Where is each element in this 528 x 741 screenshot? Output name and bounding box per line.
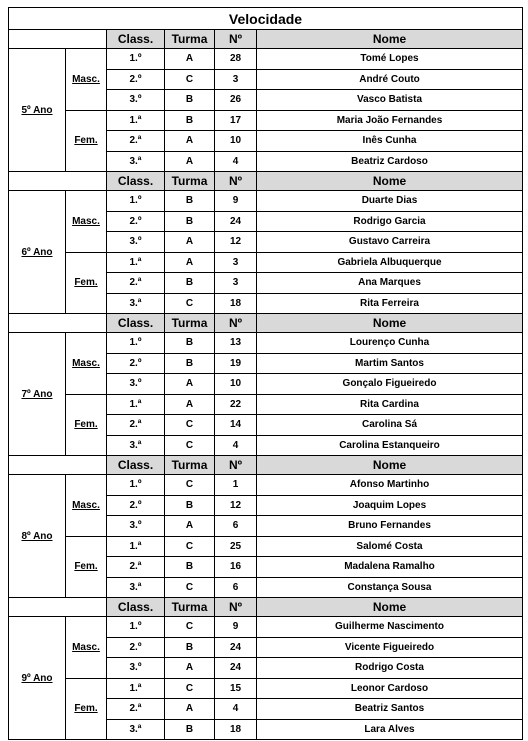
rank-cell: 1.ª xyxy=(107,252,165,273)
number-cell: 16 xyxy=(215,557,257,578)
turma-cell: A xyxy=(165,394,215,415)
rank-cell: 3.º xyxy=(107,658,165,679)
name-cell: Rodrigo Garcia xyxy=(257,211,523,232)
number-cell: 28 xyxy=(215,49,257,70)
rank-cell: 3.ª xyxy=(107,577,165,598)
rank-cell: 2.ª xyxy=(107,557,165,578)
rank-cell: 1.º xyxy=(107,191,165,212)
year-label: 7º Ano xyxy=(9,333,66,456)
table-title: Velocidade xyxy=(9,8,523,30)
turma-cell: B xyxy=(165,353,215,374)
table-body xyxy=(9,8,523,740)
name-cell: Gabriela Albuquerque xyxy=(257,252,523,273)
turma-cell: C xyxy=(165,577,215,598)
number-cell: 10 xyxy=(215,374,257,395)
number-cell: 4 xyxy=(215,151,257,172)
section-header-row xyxy=(9,456,523,475)
rank-cell: 2.º xyxy=(107,69,165,90)
gender-label: Masc. xyxy=(66,617,107,679)
name-cell: Carolina Estanqueiro xyxy=(257,435,523,456)
header-blank-cell xyxy=(9,30,107,49)
header-class: Class. xyxy=(107,598,165,617)
table-row xyxy=(9,110,523,131)
rank-cell: 3.º xyxy=(107,232,165,253)
number-cell: 12 xyxy=(215,495,257,516)
name-cell: Leonor Cardoso xyxy=(257,678,523,699)
name-cell: Carolina Sá xyxy=(257,415,523,436)
rank-cell: 2.º xyxy=(107,211,165,232)
gender-label: Fem. xyxy=(66,252,107,314)
results-table xyxy=(8,7,523,740)
name-cell: Vicente Figueiredo xyxy=(257,637,523,658)
name-cell: Vasco Batista xyxy=(257,90,523,111)
turma-cell: B xyxy=(165,333,215,354)
gender-label: Masc. xyxy=(66,333,107,395)
number-cell: 13 xyxy=(215,333,257,354)
turma-cell: C xyxy=(165,415,215,436)
header-nome: Nome xyxy=(257,456,523,475)
rank-cell: 2.º xyxy=(107,637,165,658)
rank-cell: 2.ª xyxy=(107,699,165,720)
turma-cell: C xyxy=(165,475,215,496)
header-class: Class. xyxy=(107,30,165,49)
turma-cell: C xyxy=(165,435,215,456)
header-num: Nº xyxy=(215,598,257,617)
year-label: 5º Ano xyxy=(9,49,66,172)
year-label: 8º Ano xyxy=(9,475,66,598)
turma-cell: A xyxy=(165,658,215,679)
section-header-row xyxy=(9,598,523,617)
number-cell: 22 xyxy=(215,394,257,415)
header-num: Nº xyxy=(215,172,257,191)
rank-cell: 2.ª xyxy=(107,131,165,152)
rank-cell: 3.ª xyxy=(107,435,165,456)
number-cell: 12 xyxy=(215,232,257,253)
number-cell: 6 xyxy=(215,577,257,598)
rank-cell: 2.º xyxy=(107,495,165,516)
gender-label: Fem. xyxy=(66,678,107,740)
rank-cell: 2.ª xyxy=(107,273,165,294)
rank-cell: 1.º xyxy=(107,475,165,496)
section-header-row xyxy=(9,30,523,49)
turma-cell: B xyxy=(165,90,215,111)
header-turma: Turma xyxy=(165,456,215,475)
turma-cell: C xyxy=(165,69,215,90)
header-nome: Nome xyxy=(257,314,523,333)
name-cell: Martim Santos xyxy=(257,353,523,374)
name-cell: Tomé Lopes xyxy=(257,49,523,70)
gender-label: Masc. xyxy=(66,475,107,537)
rank-cell: 3.º xyxy=(107,90,165,111)
table-row xyxy=(9,536,523,557)
number-cell: 24 xyxy=(215,658,257,679)
gender-label: Masc. xyxy=(66,191,107,253)
turma-cell: B xyxy=(165,557,215,578)
number-cell: 4 xyxy=(215,699,257,720)
turma-cell: B xyxy=(165,273,215,294)
number-cell: 18 xyxy=(215,719,257,740)
section-header-row xyxy=(9,172,523,191)
name-cell: Rita Ferreira xyxy=(257,293,523,314)
name-cell: André Couto xyxy=(257,69,523,90)
turma-cell: B xyxy=(165,719,215,740)
number-cell: 24 xyxy=(215,211,257,232)
turma-cell: B xyxy=(165,211,215,232)
header-blank-cell xyxy=(9,314,107,333)
turma-cell: A xyxy=(165,49,215,70)
turma-cell: B xyxy=(165,191,215,212)
turma-cell: A xyxy=(165,232,215,253)
number-cell: 24 xyxy=(215,637,257,658)
header-num: Nº xyxy=(215,456,257,475)
name-cell: Duarte Dias xyxy=(257,191,523,212)
name-cell: Joaquim Lopes xyxy=(257,495,523,516)
name-cell: Rodrigo Costa xyxy=(257,658,523,679)
header-nome: Nome xyxy=(257,30,523,49)
year-label: 6º Ano xyxy=(9,191,66,314)
number-cell: 14 xyxy=(215,415,257,436)
header-class: Class. xyxy=(107,456,165,475)
number-cell: 9 xyxy=(215,617,257,638)
header-turma: Turma xyxy=(165,314,215,333)
number-cell: 25 xyxy=(215,536,257,557)
rank-cell: 1.º xyxy=(107,617,165,638)
rank-cell: 1.ª xyxy=(107,110,165,131)
table-row xyxy=(9,394,523,415)
rank-cell: 1.º xyxy=(107,333,165,354)
turma-cell: A xyxy=(165,516,215,537)
header-nome: Nome xyxy=(257,598,523,617)
name-cell: Guilherme Nascimento xyxy=(257,617,523,638)
name-cell: Gustavo Carreira xyxy=(257,232,523,253)
header-blank-cell xyxy=(9,172,107,191)
header-turma: Turma xyxy=(165,172,215,191)
turma-cell: A xyxy=(165,151,215,172)
rank-cell: 3.º xyxy=(107,374,165,395)
rank-cell: 2.º xyxy=(107,353,165,374)
turma-cell: A xyxy=(165,374,215,395)
header-nome: Nome xyxy=(257,172,523,191)
number-cell: 3 xyxy=(215,69,257,90)
gender-label: Fem. xyxy=(66,536,107,598)
rank-cell: 1.ª xyxy=(107,394,165,415)
section-header-row xyxy=(9,314,523,333)
name-cell: Beatriz Cardoso xyxy=(257,151,523,172)
name-cell: Beatriz Santos xyxy=(257,699,523,720)
turma-cell: C xyxy=(165,678,215,699)
rank-cell: 3.ª xyxy=(107,719,165,740)
header-blank-cell xyxy=(9,598,107,617)
name-cell: Inês Cunha xyxy=(257,131,523,152)
name-cell: Rita Cardina xyxy=(257,394,523,415)
name-cell: Constança Sousa xyxy=(257,577,523,598)
turma-cell: A xyxy=(165,699,215,720)
name-cell: Lourenço Cunha xyxy=(257,333,523,354)
table-row xyxy=(9,333,523,354)
header-class: Class. xyxy=(107,172,165,191)
number-cell: 15 xyxy=(215,678,257,699)
number-cell: 4 xyxy=(215,435,257,456)
gender-label: Fem. xyxy=(66,394,107,456)
number-cell: 3 xyxy=(215,252,257,273)
number-cell: 6 xyxy=(215,516,257,537)
name-cell: Ana Marques xyxy=(257,273,523,294)
table-row xyxy=(9,191,523,212)
gender-label: Fem. xyxy=(66,110,107,172)
table-row xyxy=(9,49,523,70)
name-cell: Salomé Costa xyxy=(257,536,523,557)
table-row xyxy=(9,475,523,496)
number-cell: 1 xyxy=(215,475,257,496)
table-row xyxy=(9,678,523,699)
rank-cell: 3.ª xyxy=(107,293,165,314)
rank-cell: 1.ª xyxy=(107,536,165,557)
turma-cell: C xyxy=(165,617,215,638)
header-num: Nº xyxy=(215,314,257,333)
header-class: Class. xyxy=(107,314,165,333)
table-row xyxy=(9,252,523,273)
header-num: Nº xyxy=(215,30,257,49)
number-cell: 3 xyxy=(215,273,257,294)
turma-cell: C xyxy=(165,536,215,557)
title-row xyxy=(9,8,523,30)
name-cell: Afonso Martinho xyxy=(257,475,523,496)
header-turma: Turma xyxy=(165,598,215,617)
rank-cell: 1.ª xyxy=(107,678,165,699)
rank-cell: 3.ª xyxy=(107,151,165,172)
turma-cell: B xyxy=(165,637,215,658)
name-cell: Lara Alves xyxy=(257,719,523,740)
name-cell: Gonçalo Figueiredo xyxy=(257,374,523,395)
number-cell: 26 xyxy=(215,90,257,111)
number-cell: 18 xyxy=(215,293,257,314)
turma-cell: B xyxy=(165,110,215,131)
rank-cell: 2.ª xyxy=(107,415,165,436)
number-cell: 17 xyxy=(215,110,257,131)
turma-cell: B xyxy=(165,495,215,516)
turma-cell: A xyxy=(165,252,215,273)
number-cell: 10 xyxy=(215,131,257,152)
rank-cell: 3.º xyxy=(107,516,165,537)
name-cell: Bruno Fernandes xyxy=(257,516,523,537)
header-turma: Turma xyxy=(165,30,215,49)
table-row xyxy=(9,617,523,638)
gender-label: Masc. xyxy=(66,49,107,111)
turma-cell: C xyxy=(165,293,215,314)
name-cell: Maria João Fernandes xyxy=(257,110,523,131)
year-label: 9º Ano xyxy=(9,617,66,740)
name-cell: Madalena Ramalho xyxy=(257,557,523,578)
rank-cell: 1.º xyxy=(107,49,165,70)
number-cell: 9 xyxy=(215,191,257,212)
header-blank-cell xyxy=(9,456,107,475)
turma-cell: A xyxy=(165,131,215,152)
number-cell: 19 xyxy=(215,353,257,374)
